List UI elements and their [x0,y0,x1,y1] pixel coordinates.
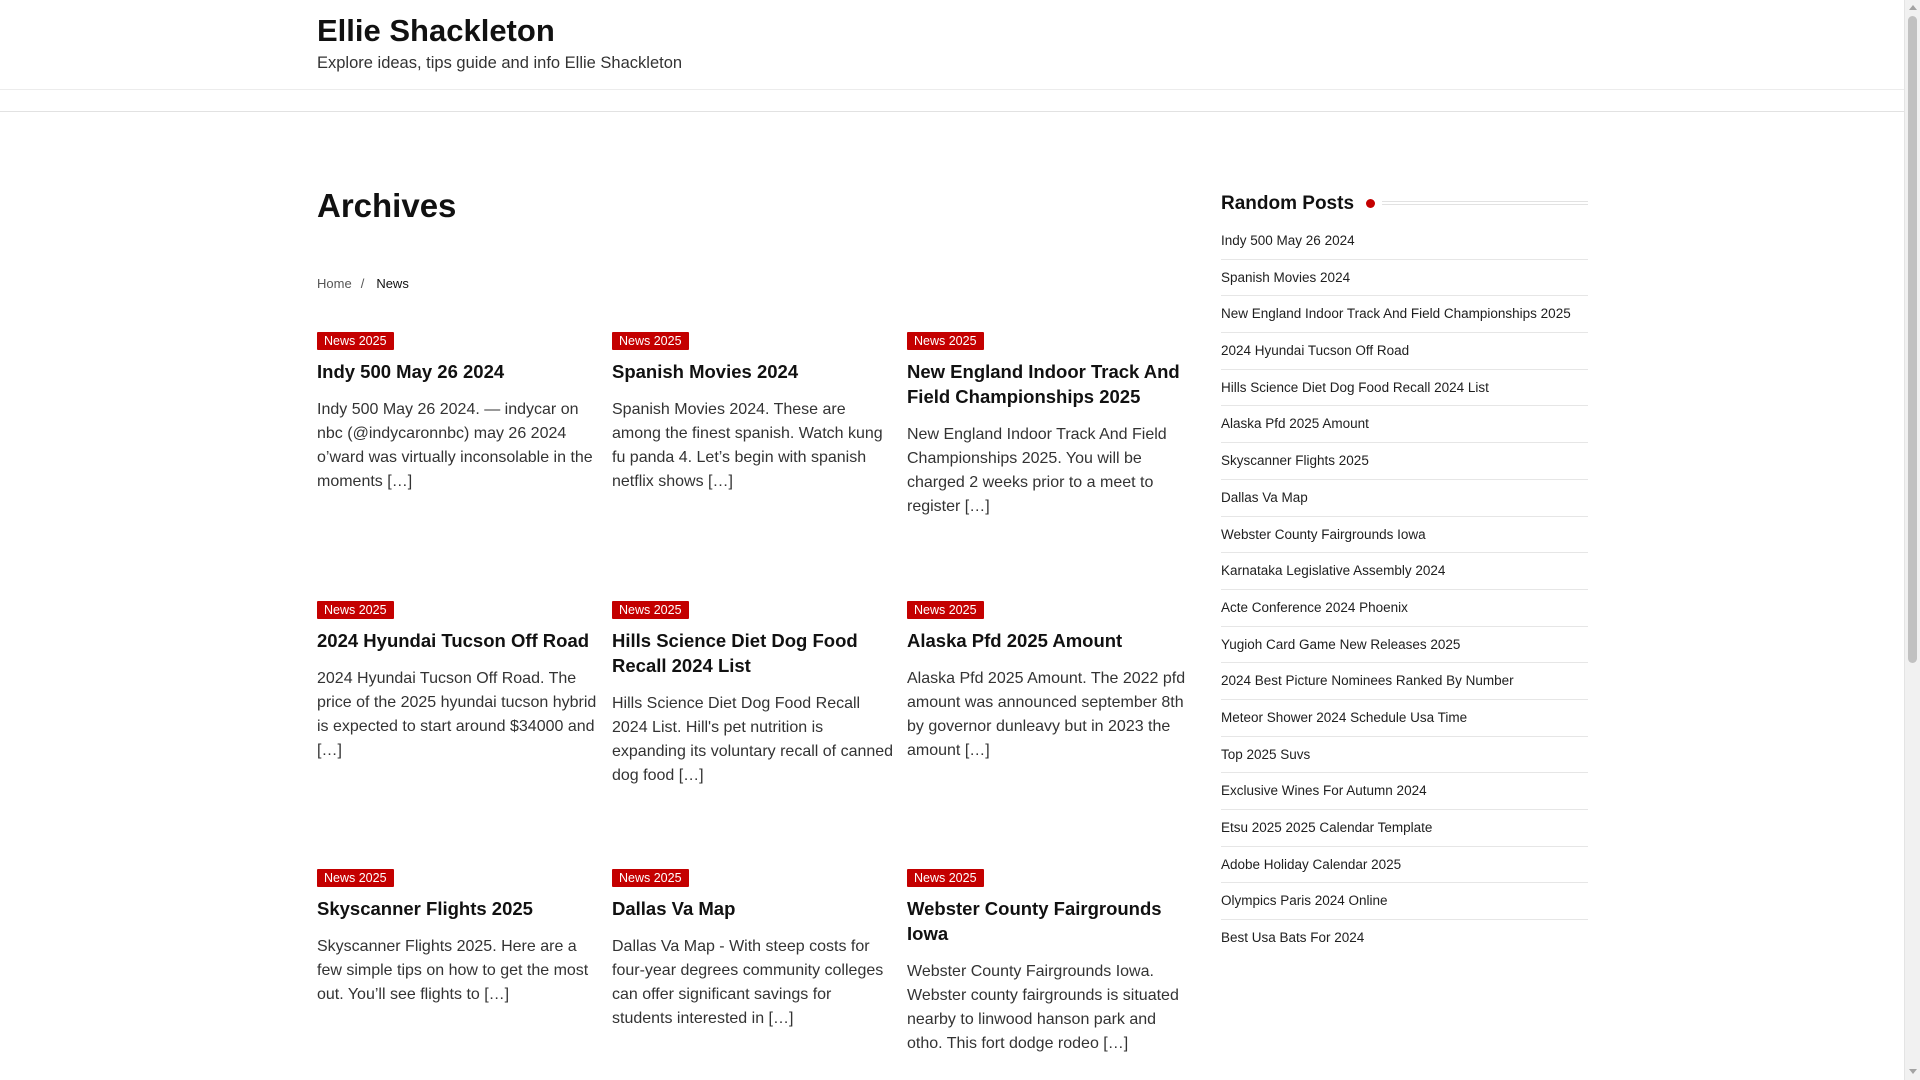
post-card [317,332,601,494]
site-title-link[interactable]: Ellie Shackleton [317,13,555,48]
random-post-link[interactable]: Skyscanner Flights 2025 [1221,453,1369,469]
random-post-link[interactable]: 2024 Hyundai Tucson Off Road [1221,343,1410,359]
post-excerpt: Webster County Fairgrounds Iowa. Webster county fairgrounds is situated nearby to linwood hanson park and otho. This fort dodge rodeo […] [907,963,1179,1052]
vertical-scrollbar[interactable] [1904,0,1920,1080]
post-card [612,601,896,788]
post-excerpt: New England Indoor Track And Field Championships 2025. You will be charged 2 weeks prior to a meet to register […] [907,426,1167,515]
random-post-link[interactable]: Adobe Holiday Calendar 2025 [1221,856,1402,872]
post-title-link[interactable]: Indy 500 May 26 2024 [317,361,505,382]
list-item [1221,296,1588,333]
post-title-link[interactable]: Spanish Movies 2024 [612,361,799,382]
list-item [1221,773,1588,810]
post-title-link[interactable]: Skyscanner Flights 2025 [317,898,533,919]
category-badge[interactable]: News 2025 [907,332,984,350]
category-badge[interactable]: News 2025 [907,869,984,887]
list-item [1221,333,1588,370]
post-card [612,869,896,1031]
post-excerpt: Spanish Movies 2024. These are among the finest spanish. Watch kung fu panda 4. Let’s begin with spanish netflix shows […] [612,401,883,490]
random-post-link[interactable]: Dallas Va Map [1221,489,1308,505]
widget-header [1221,190,1588,218]
breadcrumb-separator: / [360,276,365,291]
list-item [1221,517,1588,554]
category-badge[interactable]: News 2025 [907,601,984,619]
list-item [1221,370,1588,407]
list-item [1221,810,1588,847]
random-post-link[interactable]: Hills Science Diet Dog Food Recall 2024 List [1221,379,1489,395]
random-post-link[interactable]: Top 2025 Suvs [1221,746,1311,762]
list-item [1221,920,1588,957]
nav-bar-divider [0,111,1904,112]
post-excerpt: Skyscanner Flights 2025. Here are a few simple tips on how to get the most out. You’ll see flights to […] [317,938,589,1003]
post-card [907,869,1191,1056]
random-post-link[interactable]: Etsu 2025 2025 Calendar Template [1221,820,1433,835]
random-post-link[interactable]: Spanish Movies 2024 [1221,269,1351,285]
list-item [1221,406,1588,443]
page-title: Archives [317,187,457,224]
random-post-link[interactable]: Meteor Shower 2024 Schedule Usa Time [1221,709,1468,725]
category-badge[interactable]: News 2025 [612,601,689,619]
post-card [907,332,1191,519]
site-header [0,0,1904,112]
random-posts-list [1221,223,1588,957]
post-card [612,332,896,494]
random-post-link[interactable]: New England Indoor Track And Field Championships 2025 [1221,306,1571,322]
post-excerpt: Hills Science Diet Dog Food Recall 2024 List. Hill's pet nutrition is expanding its voluntary recall of canned dog food […] [612,695,894,784]
list-item [1221,627,1588,664]
scroll-up-arrow-icon[interactable] [1909,5,1917,10]
title-dot-icon [1366,199,1375,208]
category-badge[interactable]: News 2025 [317,869,394,887]
random-post-link[interactable]: Yugioh Card Game New Releases 2025 [1221,636,1461,652]
widget-title-rule [1382,201,1588,205]
post-title-link[interactable]: Webster County Fairgrounds Iowa [907,898,1162,944]
post-card [907,601,1191,763]
post-card [317,601,601,763]
breadcrumb [317,276,409,291]
random-post-link[interactable]: Olympics Paris 2024 Online [1221,893,1388,909]
post-card [317,869,601,1007]
breadcrumb-current: News [376,276,409,291]
list-item [1221,590,1588,627]
site-tagline: Explore ideas, tips guide and info Ellie Shackleton [317,54,683,72]
random-post-link[interactable]: Exclusive Wines For Autumn 2024 [1221,783,1427,799]
random-post-link[interactable]: 2024 Best Picture Nominees Ranked By Number [1221,673,1514,689]
post-title-link[interactable]: Alaska Pfd 2025 Amount [907,630,1123,651]
scroll-down-arrow-icon[interactable] [1909,1069,1917,1074]
post-title-link[interactable]: Dallas Va Map [612,898,736,919]
scrollbar-thumb[interactable] [1908,16,1917,663]
post-excerpt: Indy 500 May 26 2024. — indycar on nbc (@indycaronnbc) may 26 2024 o’ward was virtually inconsolable in the moments […] [317,401,593,490]
post-title-link[interactable]: New England Indoor Track And Field Championships 2025 [907,361,1180,407]
category-badge[interactable]: News 2025 [317,332,394,350]
list-item [1221,553,1588,590]
random-post-link[interactable]: Acte Conference 2024 Phoenix [1221,599,1408,615]
post-title-link[interactable]: 2024 Hyundai Tucson Off Road [317,630,590,651]
random-post-link[interactable]: Best Usa Bats For 2024 [1221,930,1365,946]
post-excerpt: 2024 Hyundai Tucson Off Road. The price of the 2025 hyundai tucson hybrid is expected to start around $34000 and […] [317,670,597,759]
list-item [1221,443,1588,480]
random-post-link[interactable]: Alaska Pfd 2025 Amount [1221,416,1369,432]
post-title-link[interactable]: Hills Science Diet Dog Food Recall 2024 List [612,630,858,676]
random-post-link[interactable]: Karnataka Legislative Assembly 2024 [1221,563,1446,579]
category-badge[interactable]: News 2025 [612,332,689,350]
list-item [1221,480,1588,517]
breadcrumb-home-link[interactable]: Home [317,276,352,291]
random-posts-widget [1221,190,1588,957]
random-post-link[interactable]: Webster County Fairgrounds Iowa [1221,526,1426,542]
post-excerpt: Alaska Pfd 2025 Amount. The 2022 pfd amount was announced september 8th by governor dunleavy but in 2023 the amount […] [907,670,1186,759]
list-item [1221,737,1588,774]
list-item [1221,223,1588,260]
header-divider [0,89,1904,90]
category-badge[interactable]: News 2025 [317,601,394,619]
widget-title: Random Posts [1221,193,1355,214]
category-badge[interactable]: News 2025 [612,869,689,887]
post-excerpt: Dallas Va Map - With steep costs for four-year degrees community colleges can offer significant savings for students interested in […] [612,938,884,1027]
list-item [1221,700,1588,737]
list-item [1221,847,1588,884]
list-item [1221,260,1588,297]
random-post-link[interactable]: Indy 500 May 26 2024 [1221,233,1355,248]
list-item [1221,883,1588,920]
list-item [1221,663,1588,700]
